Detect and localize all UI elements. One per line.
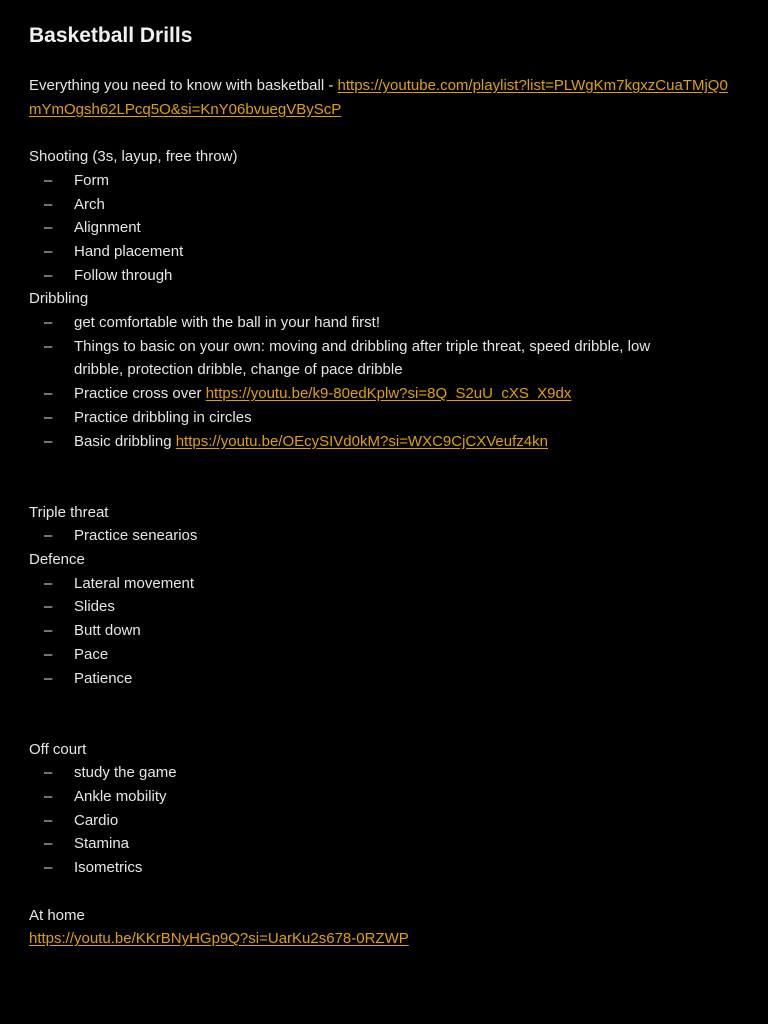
list-item-text: Isometrics	[74, 859, 143, 877]
dash-bullet: –	[44, 859, 53, 877]
list-item-text: Practice cross over	[74, 385, 206, 403]
blank-line	[29, 880, 739, 904]
dash-bullet: –	[44, 266, 53, 284]
list-item-text: Butt down	[74, 622, 141, 640]
section-heading-defence: Defence	[29, 551, 85, 569]
list-item-text: Pace	[74, 645, 109, 663]
list-item	[29, 761, 739, 785]
dash-bullet: –	[44, 622, 53, 640]
list-item-text: Practice senearios	[74, 527, 198, 545]
list-item	[29, 572, 739, 596]
dash-bullet: –	[44, 195, 53, 213]
list-item	[29, 169, 739, 193]
crossover-video-link[interactable]: https://youtu.be/k9-80edKplw?si=8Q_S2uU_cXS_X9dx	[205, 385, 572, 403]
list-item	[29, 311, 739, 335]
section-heading-triple-threat: Triple threat	[29, 503, 109, 521]
dash-bullet: –	[44, 337, 53, 355]
list-item-text: Hand placement	[74, 242, 184, 260]
list-item-text: Lateral movement	[74, 574, 195, 592]
dash-bullet: –	[44, 764, 53, 782]
list-item	[29, 216, 739, 240]
dash-bullet: –	[44, 598, 53, 616]
dash-bullet: –	[44, 314, 53, 332]
dash-bullet: –	[44, 574, 53, 592]
list-item-text: Slides	[74, 598, 115, 616]
intro-text: Everything you need to know with basketball -	[29, 77, 338, 94]
dash-bullet: –	[44, 219, 53, 237]
list-item	[29, 643, 739, 667]
section-heading-off-court: Off court	[29, 740, 87, 758]
list-item	[29, 382, 739, 406]
at-home-line	[29, 927, 739, 951]
blank-line	[29, 477, 739, 501]
list-item-text: get comfortable with the ball in your hand first!	[74, 314, 380, 332]
list-item	[29, 430, 739, 454]
list-item	[29, 856, 739, 880]
dash-bullet: –	[44, 242, 53, 260]
list-item	[29, 832, 739, 856]
list-item	[29, 619, 739, 643]
list-item	[29, 406, 739, 430]
list-item-text: Stamina	[74, 835, 130, 853]
list-item	[29, 785, 739, 809]
list-item	[29, 240, 739, 264]
dash-bullet: –	[44, 432, 53, 450]
list-item-text: Patience	[74, 669, 133, 687]
defence-list	[29, 572, 739, 691]
section-heading-shooting: Shooting (3s, layup, free throw)	[29, 148, 238, 166]
section-heading-dribbling: Dribbling	[29, 290, 89, 308]
dash-bullet: –	[44, 811, 53, 829]
dash-bullet: –	[44, 171, 53, 189]
list-item-text: Arch	[74, 195, 105, 213]
list-item-text: Things to basic on your own: moving and dribbling after triple threat, speed dribble, low dribble, protection dribble, change of pace dribble	[74, 337, 651, 379]
list-item	[29, 667, 739, 691]
dash-bullet: –	[44, 788, 53, 806]
blank-line	[29, 121, 739, 145]
dash-bullet: –	[44, 669, 53, 687]
section-heading-at-home: At home	[29, 906, 85, 924]
list-item-text: Cardio	[74, 811, 119, 829]
list-item-text: Alignment	[74, 219, 141, 237]
off-court-list	[29, 761, 739, 880]
blank-line	[29, 690, 739, 714]
shooting-list	[29, 169, 739, 288]
dash-bullet: –	[44, 385, 53, 403]
list-item	[29, 524, 739, 548]
list-item	[29, 264, 739, 288]
list-item	[29, 595, 739, 619]
dash-bullet: –	[44, 527, 53, 545]
list-item	[29, 335, 739, 382]
blank-line	[29, 453, 739, 477]
dash-bullet: –	[44, 408, 53, 426]
intro-paragraph	[29, 74, 739, 121]
list-item	[29, 193, 739, 217]
list-item-text: Practice dribbling in circles	[74, 408, 252, 426]
list-item-text: Basic dribbling	[74, 432, 176, 450]
dash-bullet: –	[44, 835, 53, 853]
dash-bullet: –	[44, 645, 53, 663]
list-item	[29, 809, 739, 833]
triple-threat-list	[29, 524, 739, 548]
dribbling-list	[29, 311, 739, 453]
list-item-text: Follow through	[74, 266, 173, 284]
list-item-text: Ankle mobility	[74, 788, 167, 806]
basic-dribbling-video-link[interactable]: https://youtu.be/OEcySIVd0kM?si=WXC9CjCXVeufz4kn	[175, 432, 548, 450]
list-item-text: Form	[74, 171, 109, 189]
blank-line	[29, 714, 739, 738]
at-home-video-link[interactable]: https://youtu.be/KKrBNyHGp9Q?si=UarKu2s678-0RZWP	[29, 930, 409, 948]
playlist-link[interactable]: https://youtube.com/playlist?list=PLWgKm7kgxzCuaTMjQ0mYmOgsh62LPcq5O&si=KnY06bvuegVByScP	[29, 77, 728, 118]
list-item-text: study the game	[74, 764, 177, 782]
note-title[interactable]: Basketball Drills	[29, 24, 193, 47]
